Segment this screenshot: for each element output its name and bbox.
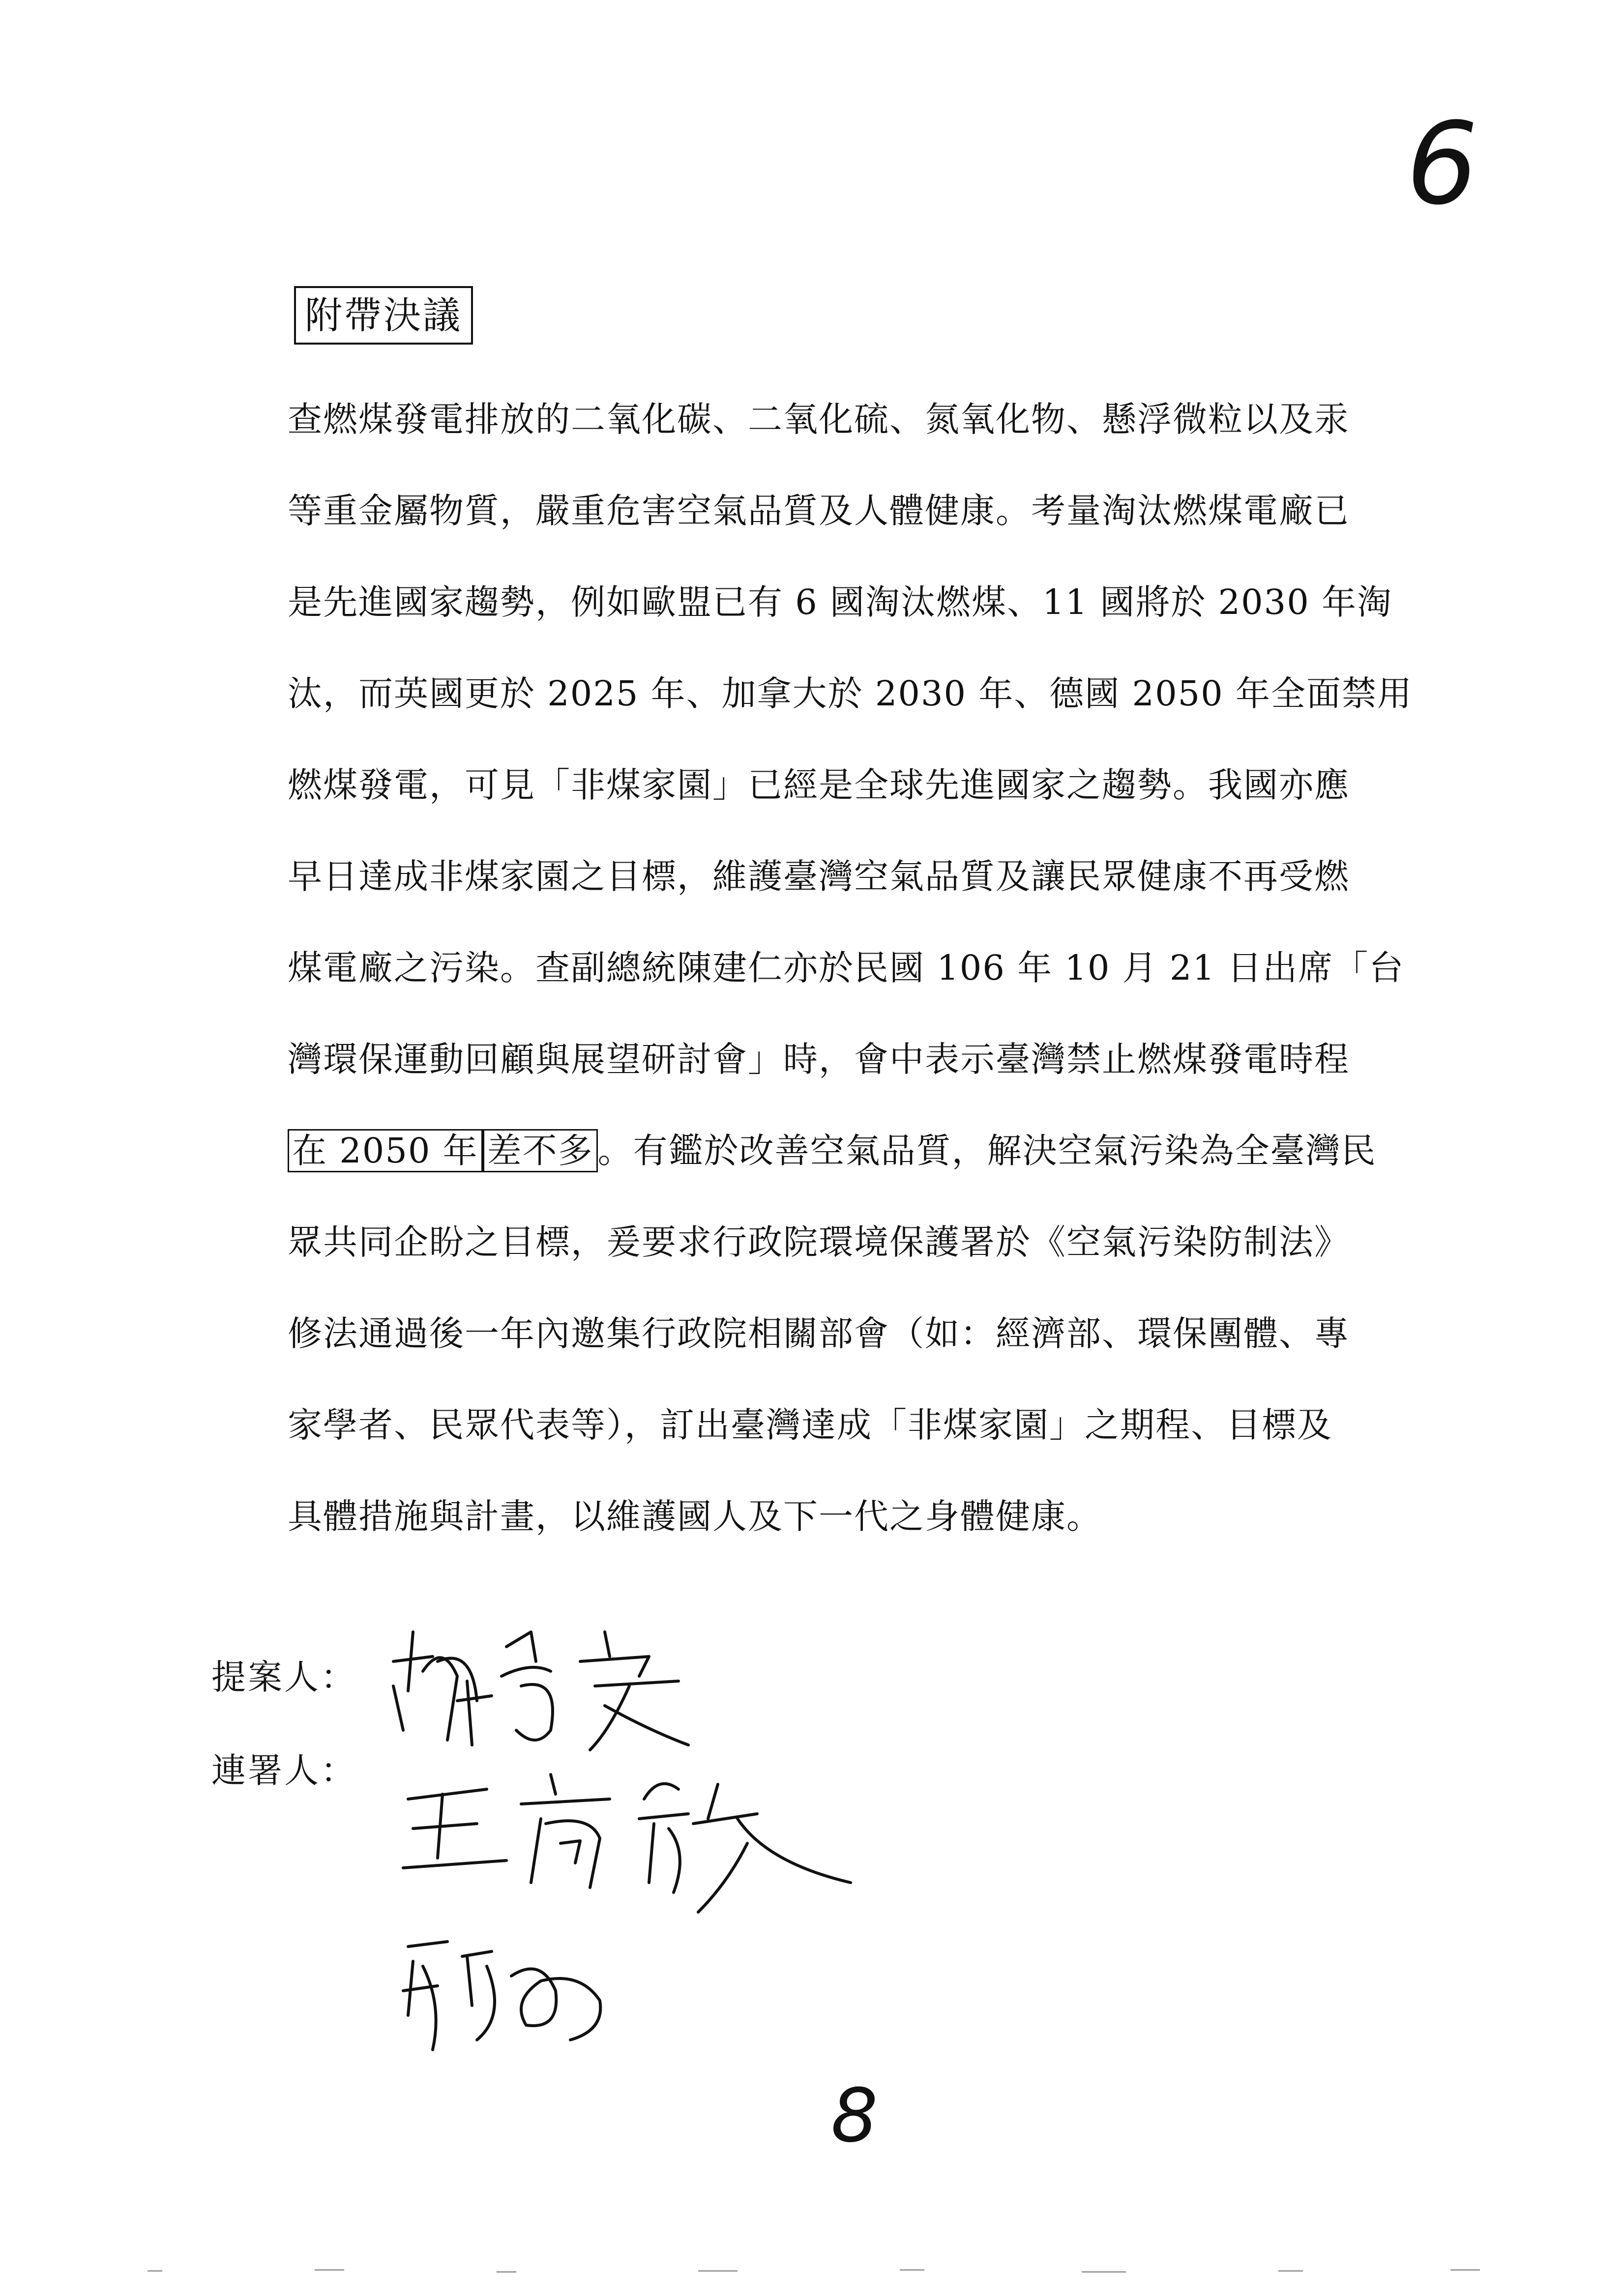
body-line: 具體措施與計畫，以維護國人及下一代之身體健康。 bbox=[288, 1496, 1102, 1537]
cosigner-signature-1 bbox=[393, 1755, 875, 1922]
body-line: 汰，而英國更於 2025 年、加拿大於 2030 年、德國 2050 年全面禁用 bbox=[288, 673, 1413, 714]
annotated-box-year: 在 2050 年 bbox=[288, 1129, 483, 1172]
page-number-top: 6 bbox=[1406, 99, 1478, 230]
body-line: 家學者、民眾代表等），訂出臺灣達成「非煤家園」之期程、目標及 bbox=[288, 1405, 1332, 1445]
cosigner-label: 連署人： bbox=[211, 1750, 357, 1791]
body-text bbox=[288, 374, 1413, 1562]
body-line-annotated bbox=[288, 1105, 1379, 1196]
body-line: 灣環保運動回顧與展望研討會」時，會中表示臺灣禁止燃煤發電時程 bbox=[288, 1039, 1350, 1079]
proposer-label: 提案人： bbox=[211, 1657, 357, 1697]
body-line: 查燃煤發電排放的二氧化碳、二氧化硫、氮氧化物、懸浮微粒以及汞 bbox=[288, 399, 1350, 439]
proposer-signature bbox=[374, 1602, 718, 1760]
body-line: 是先進國家趨勢，例如歐盟已有 6 國淘汰燃煤、11 國將於 2030 年淘 bbox=[288, 582, 1393, 622]
body-line: 燃煤發電，可見「非煤家園」已經是全球先進國家之趨勢。我國亦應 bbox=[288, 765, 1350, 805]
body-line: 眾共同企盼之目標，爰要求行政院環境保護署於《空氣污染防制法》 bbox=[288, 1222, 1350, 1262]
cosigner-signature-2 bbox=[393, 1917, 620, 2064]
annotated-box-phrase: 差不多 bbox=[483, 1129, 598, 1172]
body-line: 等重金屬物質，嚴重危害空氣品質及人體健康。考量淘汰燃煤電廠已 bbox=[288, 491, 1350, 531]
body-line-rest: 。有鑑於改善空氣品質，解決空氣污染為全臺灣民 bbox=[597, 1131, 1377, 1171]
title-box: 附帶決議 bbox=[294, 286, 473, 345]
body-line: 早日達成非煤家園之目標，維護臺灣空氣品質及讓民眾健康不再受燃 bbox=[288, 856, 1350, 897]
body-line: 修法通過後一年內邀集行政院相關部會（如：經濟部、環保團體、專 bbox=[288, 1313, 1350, 1354]
scan-noise-strip bbox=[0, 2261, 1624, 2281]
body-line: 煤電廠之污染。查副總統陳建仁亦於民國 106 年 10 月 21 日出席「台 bbox=[288, 948, 1405, 988]
page-number-bottom: 8 bbox=[831, 2073, 878, 2159]
